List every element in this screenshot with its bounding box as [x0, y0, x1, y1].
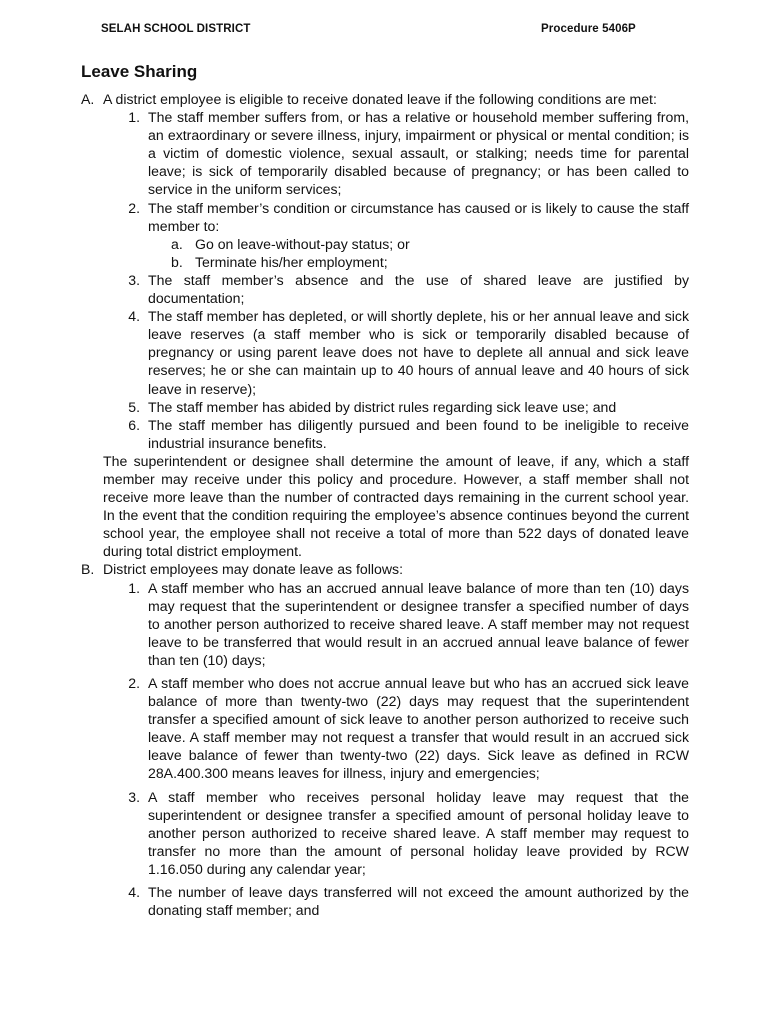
sub-list-item-text: Go on leave-without-pay status; or — [195, 235, 410, 252]
list-item-text: The staff member’s condition or circumstance has caused or is likely to cause the staff member to: — [148, 199, 689, 234]
list-item — [81, 788, 689, 878]
section-a-intro: A district employee is eligible to receive donated leave if the following conditions are met: — [103, 91, 657, 107]
list-item — [81, 416, 689, 452]
list-item — [81, 108, 689, 198]
list-item-text: A staff member who has an accrued annual leave balance of more than ten (10) days may request that the superintendent or designee transfer a specified number of days to another person authorized to receive shared leave. A staff member may not request leave to be transferred that would result in an accrued annual leave balance of fewer than ten (10) days; — [148, 579, 689, 668]
list-item-text: The staff member has abided by district rules regarding sick leave use; and — [148, 398, 617, 415]
list-item-text: A staff member who does not accrue annual leave but who has an accrued sick leave balance of more than twenty-two (22) days may request that the superintendent transfer a specified amount of sick leave to another person authorized to receive such leave. A staff member may not request a transfer that would result in an accrued sick leave balance of fewer than twenty-two (22) days. Sick leave as defined in RCW 28A.400.300 means leaves for illness, injury and emergencies; — [148, 675, 689, 782]
list-item-number: 4. — [128, 884, 140, 901]
header-district: SELAH SCHOOL DISTRICT — [101, 23, 251, 35]
header-procedure: Procedure 5406P — [541, 23, 636, 35]
list-item — [81, 199, 689, 235]
sub-list-item-letter: b. — [171, 253, 183, 270]
list-item-number: 3. — [128, 271, 140, 288]
list-item — [81, 271, 689, 307]
list-item — [81, 398, 689, 416]
section-a-label: A. — [81, 91, 95, 107]
document-body — [81, 90, 689, 919]
section-b-intro: District employees may donate leave as follows: — [103, 561, 404, 578]
list-item-text: The staff member suffers from, or has a relative or household member suffering from, an extraordinary or severe illness, injury, impairment or physical or mental condition; is a victim of domestic violence, sexual assault, or stalking; needs time for parental leave; is sick of temporarily disabled because of pregnancy; or has been called to service in the uniform services; — [148, 109, 689, 198]
list-item — [81, 674, 689, 783]
list-item-number: 3. — [128, 788, 140, 805]
list-item-text: The staff member has depleted, or will shortly deplete, his or her annual leave and sick leave reserves (a staff member who is sick or temporarily disabled because of pregnancy or using parent leave does not have to deplete all annual and sick leave reserves; he or she can maintain up to 40 hours of annual leave and 40 hours of sick leave in reserve); — [148, 308, 689, 397]
list-item — [81, 307, 689, 397]
section-a-closing: The superintendent or designee shall determine the amount of leave, if any, which a staff member may receive under this policy and procedure. However, a staff member shall not receive more leave than the number of contracted days remaining in the current school year. In the event that the condition requiring the employee’s absence continues beyond the current school year, the employee shall not receive a total of more than 522 days of donated leave during total district employment. — [103, 452, 689, 560]
list-item-number: 1. — [128, 109, 140, 126]
list-item-number: 2. — [128, 199, 140, 216]
list-item-number: 5. — [128, 398, 140, 415]
section-b-list — [81, 579, 689, 920]
list-item-text: A staff member who receives personal holiday leave may request that the superintendent or designee transfer a specified amount of personal holiday leave to another person authorized to receive shared leave. A staff member may request to transfer no more than the amount of personal holiday leave provided by RCW 1.16.050 during any calendar year; — [148, 788, 689, 877]
section-b — [81, 560, 689, 578]
page-title: Leave Sharing — [81, 62, 198, 81]
list-item — [81, 883, 689, 919]
section-a-list — [81, 108, 689, 452]
list-item-text: The number of leave days transferred will not exceed the amount authorized by the donating staff member; and — [148, 884, 689, 919]
list-item-number: 4. — [128, 308, 140, 325]
sub-list-item — [171, 253, 689, 271]
list-item-number: 1. — [128, 579, 140, 596]
sub-list-item-letter: a. — [171, 235, 183, 252]
sub-list-item-text: Terminate his/her employment; — [195, 253, 388, 270]
list-item-text: The staff member has diligently pursued and been found to be ineligible to receive industrial insurance benefits. — [148, 416, 689, 451]
section-a — [81, 90, 689, 108]
sub-list-item — [171, 235, 689, 253]
list-item — [81, 579, 689, 669]
list-item-number: 6. — [128, 416, 140, 433]
section-b-label: B. — [81, 561, 95, 578]
list-item-number: 2. — [128, 675, 140, 691]
list-item-text: The staff member’s absence and the use of shared leave are justified by documentation; — [148, 271, 689, 307]
